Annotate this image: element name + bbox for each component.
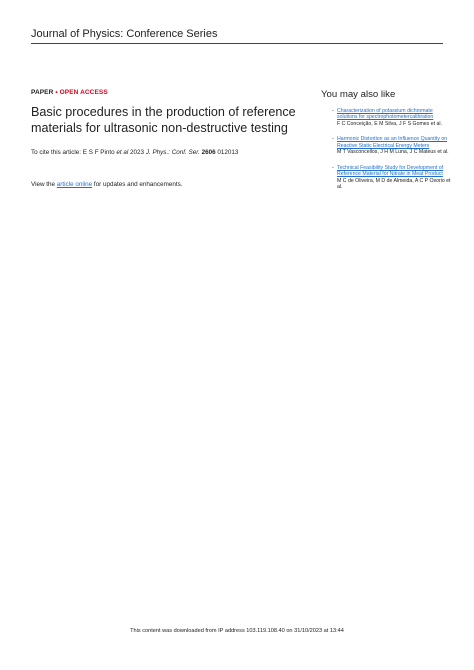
view-suffix: for updates and enhancements. xyxy=(92,181,183,188)
journal-header: Journal of Physics: Conference Series xyxy=(31,28,443,44)
related-article-link[interactable]: Technical Feasibility Study for Development of Reference Material for Nitrate in Meat Product xyxy=(337,164,444,178)
separator: • xyxy=(53,89,60,96)
cite-year: 2023 xyxy=(128,149,146,156)
sidebar-title: You may also like xyxy=(321,89,396,100)
citation xyxy=(31,148,306,157)
article-online-link[interactable]: article online xyxy=(56,181,93,188)
list-dash: - xyxy=(332,164,334,171)
related-authors: M T Vasconcellos, J H M Luna, J C Mateus et al. xyxy=(337,149,449,156)
cite-etal: et al xyxy=(116,149,129,156)
open-access-badge: OPEN ACCESS xyxy=(59,89,108,96)
related-item xyxy=(321,136,451,155)
related-item xyxy=(321,165,451,191)
view-online-line xyxy=(31,181,306,188)
related-authors: F C Conceição, E M Silva, J F S Gomes et al. xyxy=(337,121,442,128)
cite-prefix: To cite this article: E S F Pinto xyxy=(31,149,117,156)
related-sidebar xyxy=(321,89,451,199)
related-authors: M C de Oliveira, M D de Almeida, A C P Osorio et al. xyxy=(337,177,451,191)
related-article-link[interactable]: Harmonic Distortion as an Influence Quantity on Reactive Static Electrical Energy Meters xyxy=(337,136,448,149)
related-item xyxy=(321,108,451,127)
paper-type-line xyxy=(31,89,306,96)
related-article-link[interactable]: Characterization of potassium dichromate solutions for spectrophotometercalibration xyxy=(337,108,434,121)
list-dash: - xyxy=(332,108,334,114)
download-footer: This content was downloaded from IP address 103.119.108.40 on 31/10/2023 at 13:44 xyxy=(130,628,344,634)
article-title: Basic procedures in the production of reference materials for ultrasonic non-destructive testing xyxy=(31,105,296,135)
list-dash: - xyxy=(332,136,334,143)
paper-label: PAPER xyxy=(31,89,54,96)
cite-number: 012013 xyxy=(215,149,239,156)
article-main xyxy=(31,89,306,188)
cite-journal: J. Phys.: Conf. Ser. xyxy=(145,149,200,156)
cite-volume: 2606 xyxy=(201,149,216,156)
view-prefix: View the xyxy=(31,181,57,188)
